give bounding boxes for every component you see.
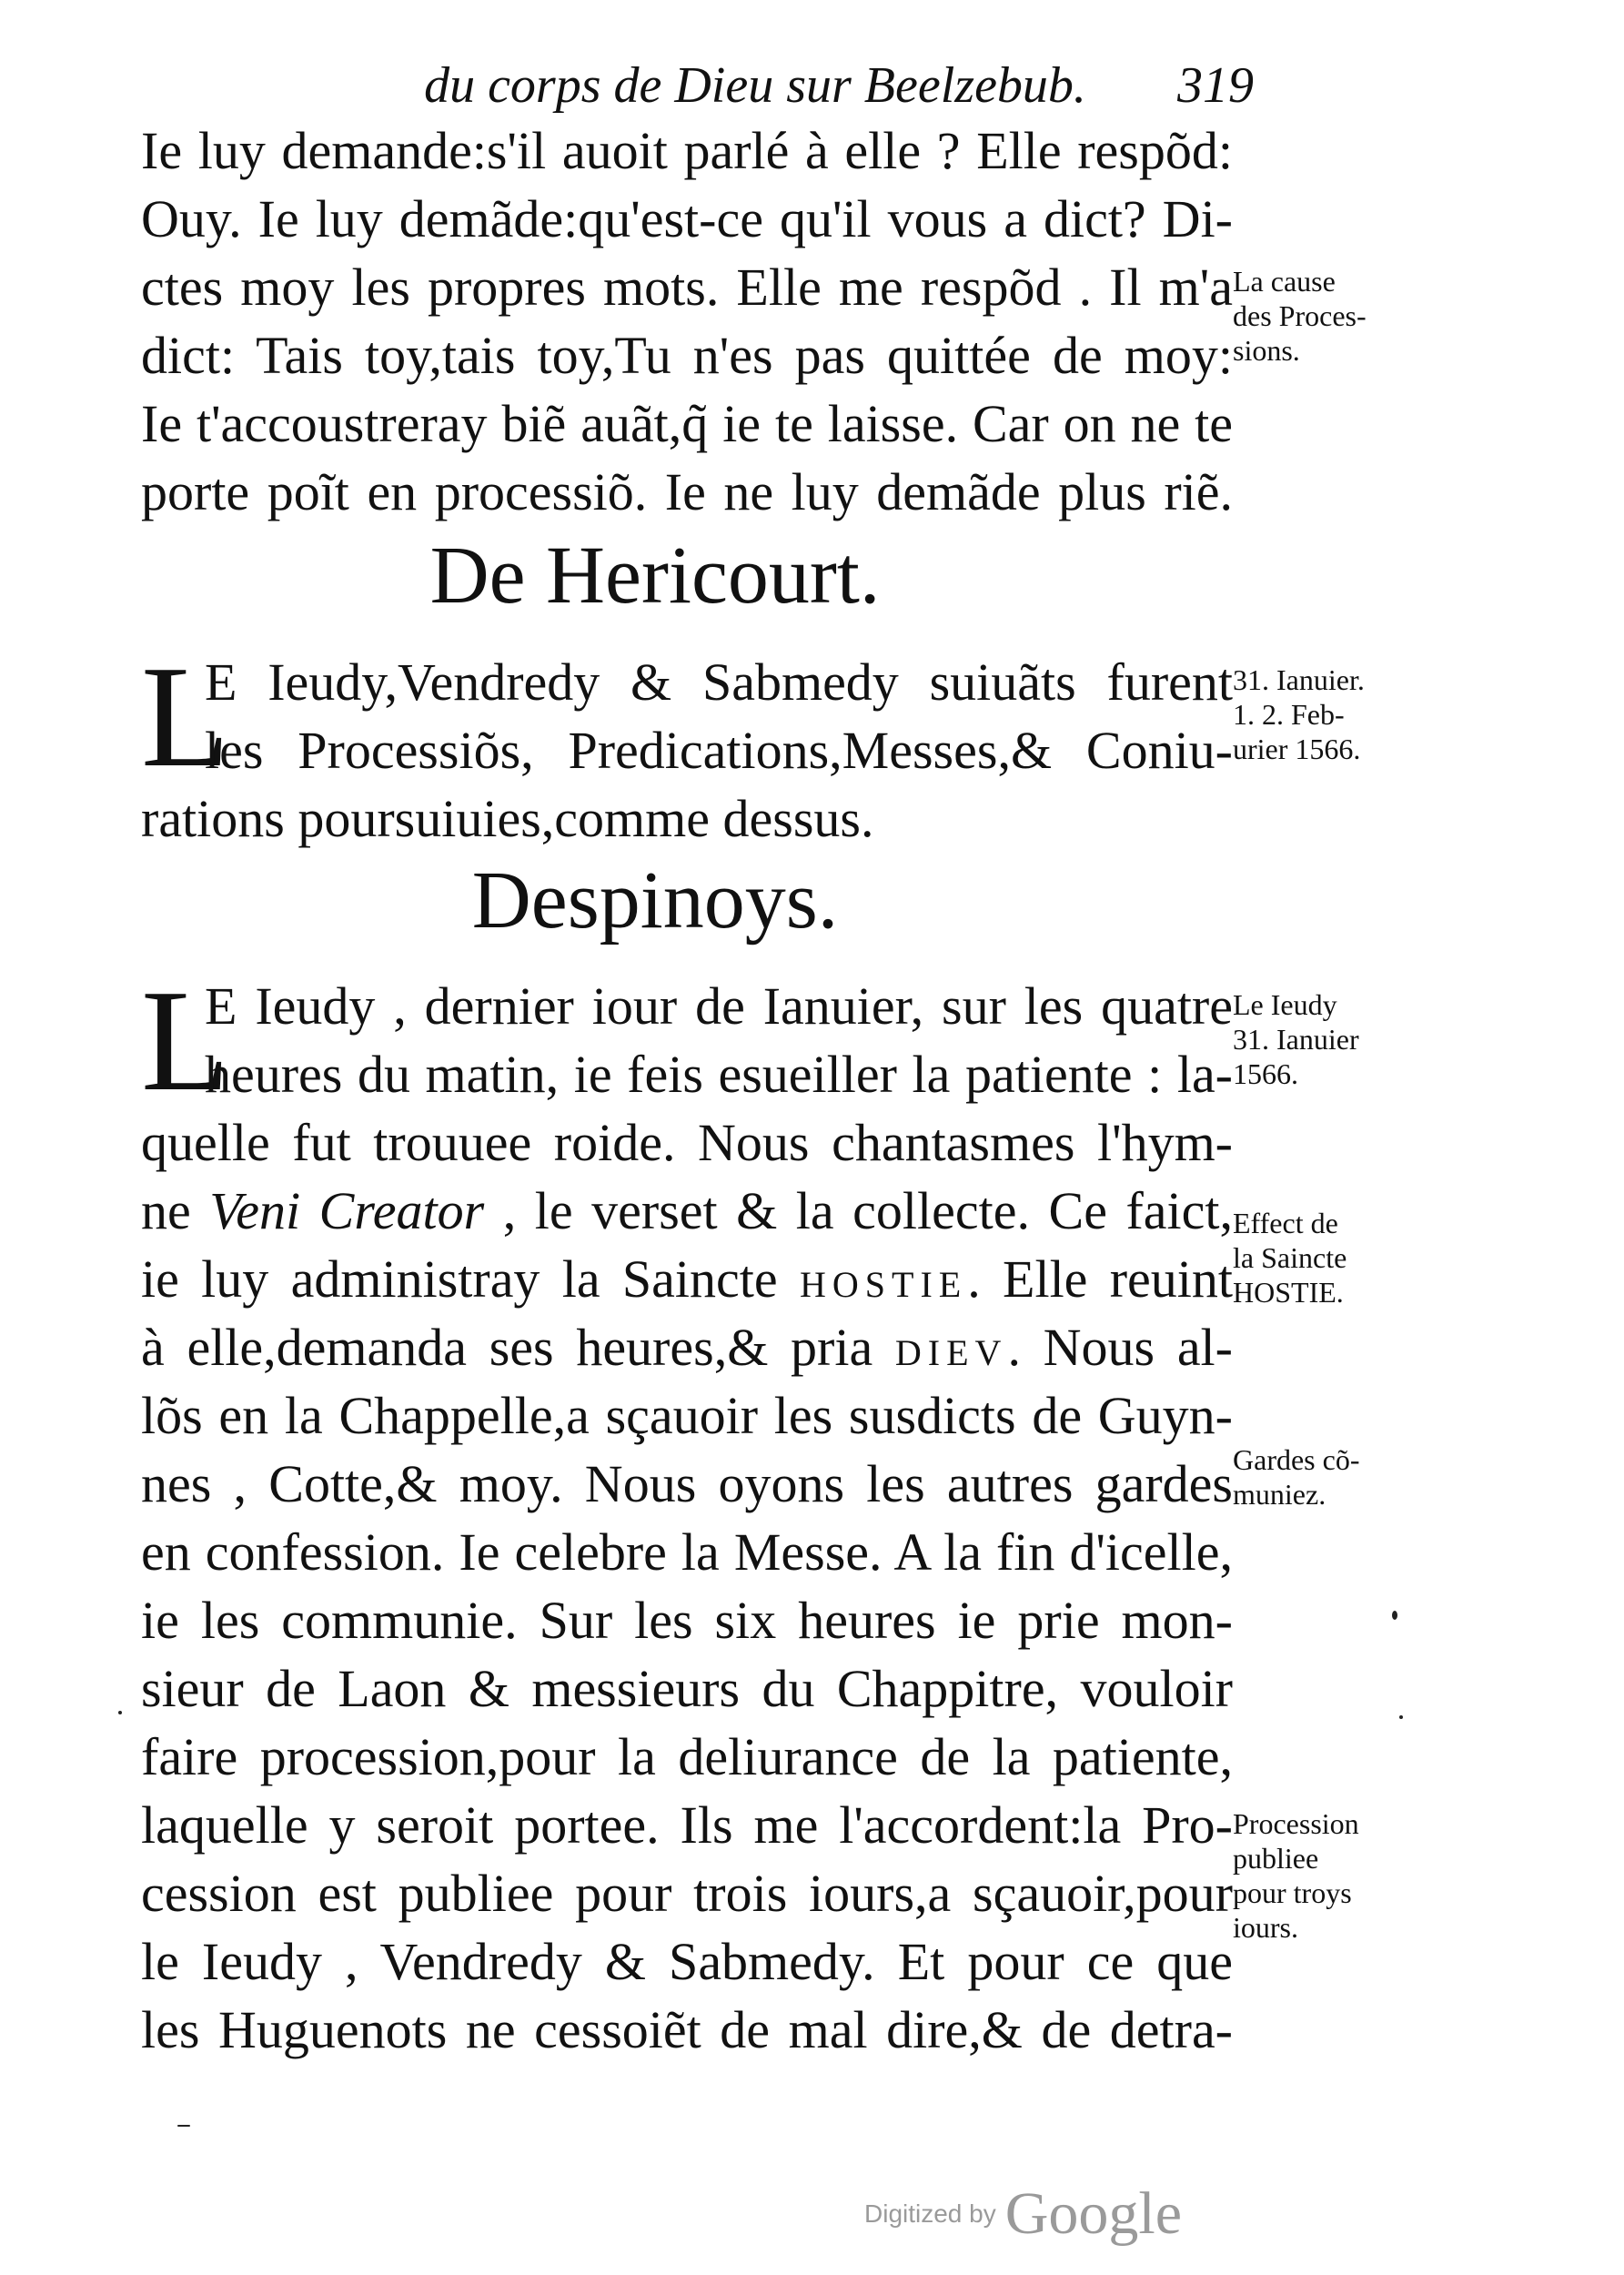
- section-heading-hericourt: De Hericourt.: [429, 531, 881, 621]
- text-line: quelle fut trouuee roide. Nous chantasmes l'hym-: [141, 1113, 1233, 1172]
- drop-cap: L: [141, 959, 230, 1121]
- text-line: lõs en la Chappelle,a sçauoir les susdicts de Guyn-: [141, 1386, 1233, 1445]
- scan-speck: [1392, 1611, 1397, 1620]
- scan-speck: [118, 1711, 122, 1714]
- text-line: ie les communie. Sur les six heures ie prie mon-: [141, 1591, 1233, 1650]
- text-line: sieur de Laon & messieurs du Chappitre, vouloir: [141, 1659, 1233, 1718]
- text-line: faire procession,pour la deliurance de la patiente,: [141, 1727, 1233, 1786]
- text-line-hostie: ie luy administray la Saincte HOSTIE. Elle reuint: [141, 1249, 1233, 1309]
- text-line-veni-creator: ne Veni Creator , le verset & la collecte. Ce faict,: [141, 1181, 1233, 1240]
- margin-note-procession: Procession publiee pour troys iours.: [1233, 1807, 1359, 1944]
- scan-speck: [177, 2125, 190, 2127]
- margin-note-ieudy: Le Ieudy 31. Ianuier 1566.: [1233, 988, 1359, 1090]
- google-logo: Google: [1004, 2180, 1183, 2247]
- margin-note-dates-1566: 31. Ianuier. 1. 2. Feb- urier 1566.: [1233, 663, 1365, 765]
- scan-speck: [1399, 1715, 1403, 1719]
- text-line: Ouy. Ie luy demãde:qu'est-ce qu'il vous a dict? Di-: [141, 189, 1233, 248]
- text-line: cession est publiee pour trois iours,a sçauoir,pour: [141, 1864, 1233, 1923]
- text-line: laquelle y seroit portee. Ils me l'accordent:la Pro-: [141, 1795, 1233, 1855]
- paragraph-opening: [141, 116, 1233, 526]
- text-line: nes , Cotte,& moy. Nous oyons les autres gardes: [141, 1454, 1233, 1513]
- text-line: rations poursuiuies,comme dessus.: [141, 789, 874, 848]
- text-line: porte poĩt en processiõ. Ie ne luy demãde plus riẽ.: [141, 462, 1233, 521]
- running-head: du corps de Dieu sur Beelzebub.: [424, 57, 1086, 114]
- section-heading-despinoys: Despinoys.: [471, 855, 839, 945]
- digitized-by-label: Digitized by: [864, 2199, 996, 2228]
- page-number: 319: [1177, 57, 1254, 114]
- text-line: les Processiõs, Predications,Messes,& Coniu-: [205, 721, 1233, 780]
- text-line: les Huguenots ne cessoiẽt de mal dire,& de detra-: [141, 2000, 1233, 2059]
- text-line: E Ieudy,Vendredy & Sabmedy suiuãts furent: [205, 652, 1233, 712]
- digitized-footer: [864, 2179, 1228, 2252]
- drop-cap: L: [141, 635, 230, 797]
- paragraph-despinoys: [141, 959, 1233, 2064]
- small-caps-word: DIEV: [894, 1332, 1008, 1373]
- text-line: dict: Tais toy,tais toy,Tu n'es pas quittée de moy:: [141, 326, 1233, 385]
- margin-note-processions: La cause des Proces- sions.: [1233, 265, 1367, 367]
- italic-title: Veni Creator: [209, 1181, 485, 1240]
- margin-note-effect-hostie: Effect de la Saincte HOSTIE.: [1233, 1207, 1347, 1309]
- text-line: Ie t'accoustreray biẽ auãt,q̃ ie te laisse. Car on ne te: [141, 394, 1233, 453]
- small-caps-word: HOSTIE: [799, 1264, 968, 1305]
- text-line: le Ieudy , Vendredy & Sabmedy. Et pour ce que: [141, 1932, 1233, 1991]
- text-line: Ie luy demande:s'il auoit parlé à elle ? Elle respõd:: [141, 121, 1233, 180]
- text-line: heures du matin, ie feis esueiller la patiente : la-: [205, 1045, 1233, 1104]
- paragraph-hericourt: [141, 635, 1233, 853]
- text-line: en confession. Ie celebre la Messe. A la fin d'icelle,: [141, 1522, 1233, 1582]
- text-line-dieu: à elle,demanda ses heures,& pria DIEV. Nous al-: [141, 1318, 1233, 1377]
- text-line: ctes moy les propres mots. Elle me respõd . Il m'a: [141, 258, 1233, 317]
- text-line: E Ieudy , dernier iour de Ianuier, sur les quatre: [205, 976, 1233, 1036]
- margin-note-gardes: Gardes cõ- muniez.: [1233, 1443, 1360, 1511]
